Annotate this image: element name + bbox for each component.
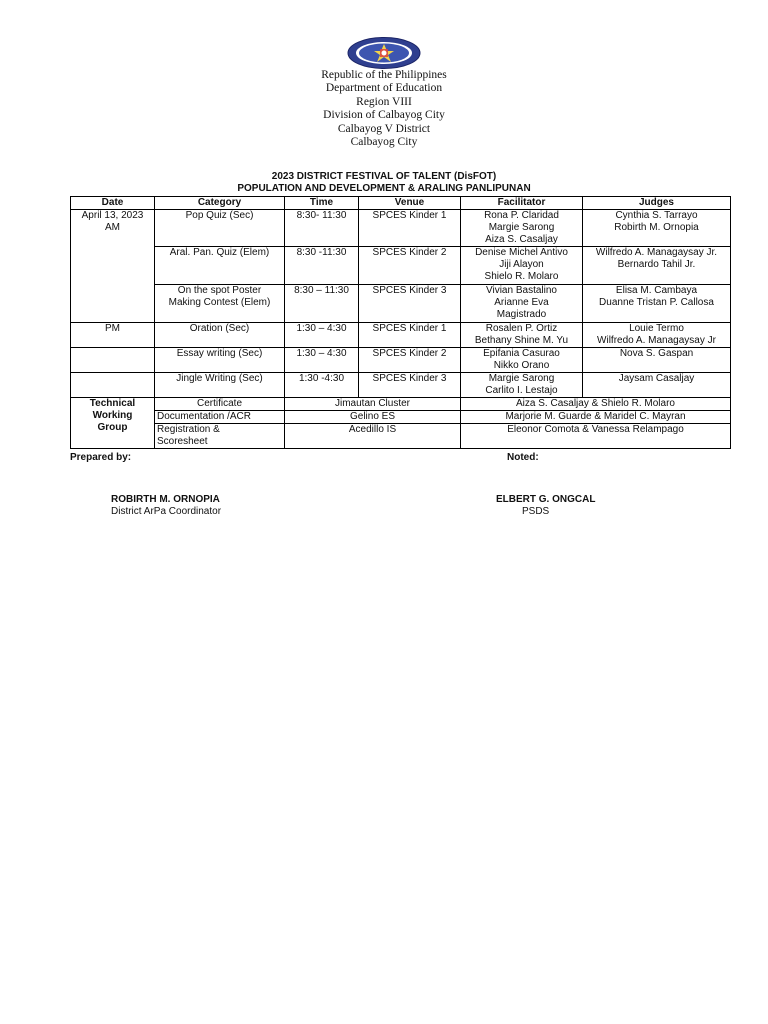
twg-persons-cell: Eleonor Comota & Vanessa Relampago	[461, 424, 731, 449]
header-category: Category	[155, 197, 285, 210]
noted-name: ELBERT G. ONGCAL	[496, 494, 596, 505]
letterhead-line: Region VIII	[356, 95, 412, 108]
facilitator-name: Jiji Alayon	[499, 259, 544, 270]
date-text: April 13, 2023	[81, 210, 144, 221]
twg-label: Working	[92, 410, 133, 421]
venue-cell: SPCES Kinder 2	[359, 247, 461, 285]
twg-assigned-cell: Jimautan Cluster	[285, 398, 461, 411]
category-cell	[155, 247, 285, 285]
category-cell	[155, 285, 285, 323]
twg-assigned-cell: Acedillo IS	[285, 424, 461, 449]
date-cell-empty	[71, 373, 155, 398]
twg-task-cell: Documentation /ACR	[155, 411, 285, 424]
header-facilitator: Facilitator	[461, 197, 583, 210]
prepared-by-name: ROBIRTH M. ORNOPIA	[111, 494, 220, 505]
twg-assigned-cell: Gelino ES	[285, 411, 461, 424]
twg-row	[71, 398, 731, 411]
judge-name: Bernardo Tahil Jr.	[617, 259, 696, 270]
facilitator-name: Epifania Casurao	[483, 348, 560, 359]
facilitator-name: Magistrado	[496, 309, 547, 320]
facilitator-cell	[461, 373, 583, 398]
letterhead-line: Department of Education	[325, 82, 443, 95]
judges-cell	[583, 323, 731, 348]
date-cell-pm: PM	[71, 323, 155, 348]
judge-name: Duanne Tristan P. Callosa	[599, 297, 714, 308]
deped-seal-logo	[347, 37, 421, 69]
venue-cell: SPCES Kinder 2	[359, 348, 461, 373]
category-cell	[155, 373, 285, 398]
noted-label: Noted:	[507, 452, 539, 463]
twg-label-cell	[71, 398, 155, 449]
judge-name: Cynthia S. Tarrayo	[615, 210, 698, 221]
category-text: Oration (Sec)	[189, 323, 250, 334]
facilitator-name: Aiza S. Casaljay	[485, 234, 558, 245]
twg-task-cell: Certificate	[155, 398, 285, 411]
twg-label: Technical	[89, 398, 136, 409]
category-text: Making Contest (Elem)	[168, 297, 271, 308]
prepared-by-label: Prepared by:	[70, 452, 132, 463]
venue-cell: SPCES Kinder 1	[359, 323, 461, 348]
facilitator-name: Vivian Bastalino	[486, 285, 557, 296]
facilitator-name: Nikko Orano	[493, 360, 550, 371]
judge-name: Louie Termo	[629, 323, 684, 334]
facilitator-name: Shielo R. Molaro	[484, 271, 559, 282]
category-text: Aral. Pan. Quiz (Elem)	[169, 247, 270, 258]
judge-name: Elisa M. Cambaya	[615, 285, 698, 296]
date-cell-empty	[71, 348, 155, 373]
facilitator-cell	[461, 285, 583, 323]
table-row	[71, 285, 731, 323]
category-cell	[155, 323, 285, 348]
letterhead-line: Republic of the Philippines	[321, 69, 447, 81]
table-row	[71, 247, 731, 285]
facilitator-cell	[461, 247, 583, 285]
facilitator-name: Denise Michel Antivo	[475, 247, 568, 258]
time-cell: 8:30- 11:30	[285, 210, 359, 247]
twg-task-text: Scoresheet	[157, 436, 208, 447]
time-cell: 1:30 – 4:30	[285, 323, 359, 348]
twg-label: Group	[97, 422, 128, 433]
header-venue: Venue	[359, 197, 461, 210]
table-row	[71, 210, 731, 247]
venue-cell: SPCES Kinder 3	[359, 373, 461, 398]
session-text: AM	[105, 222, 120, 233]
judges-cell	[583, 285, 731, 323]
prepared-by-title: District ArPa Coordinator	[111, 506, 222, 517]
judge-name: Jaysam Casaljay	[618, 373, 695, 384]
judge-name: Robirth M. Ornopia	[614, 222, 699, 233]
judges-cell	[583, 210, 731, 247]
twg-task-text: Registration &	[157, 424, 220, 435]
twg-row	[71, 424, 731, 449]
noted-title: PSDS	[522, 506, 550, 517]
date-cell-am	[71, 210, 155, 323]
table-row	[71, 323, 731, 348]
twg-task-cell	[155, 424, 285, 449]
judges-cell	[583, 373, 731, 398]
facilitator-name: Rosalen P. Ortiz	[485, 323, 558, 334]
venue-cell: SPCES Kinder 1	[359, 210, 461, 247]
judge-name: Nova S. Gaspan	[619, 348, 694, 359]
facilitator-name: Carlito I. Lestajo	[485, 385, 558, 396]
table-row	[71, 373, 731, 398]
judges-cell	[583, 348, 731, 373]
time-cell: 1:30 -4:30	[285, 373, 359, 398]
category-text: Pop Quiz (Sec)	[185, 210, 254, 221]
twg-row	[71, 411, 731, 424]
header-date: Date	[71, 197, 155, 210]
facilitator-name: Arianne Eva	[494, 297, 549, 308]
judges-cell	[583, 247, 731, 285]
facilitator-name: Rona P. Claridad	[484, 210, 559, 221]
twg-persons-cell: Marjorie M. Guarde & Maridel C. Mayran	[461, 411, 731, 424]
title-line-1: 2023 DISTRICT FESTIVAL OF TALENT (DisFOT)	[271, 171, 497, 182]
letterhead-line: Calbayog V District	[337, 122, 431, 135]
facilitator-cell	[461, 323, 583, 348]
facilitator-cell	[461, 210, 583, 247]
time-cell: 1:30 – 4:30	[285, 348, 359, 373]
title-line-2: POPULATION AND DEVELOPMENT & ARALING PANLIPUNAN	[237, 182, 531, 194]
category-cell	[155, 348, 285, 373]
facilitator-cell	[461, 348, 583, 373]
letterhead-line: Calbayog City	[350, 136, 418, 149]
venue-cell: SPCES Kinder 3	[359, 285, 461, 323]
document-title	[0, 171, 768, 194]
category-text: Jingle Writing (Sec)	[176, 373, 263, 384]
category-text: Essay writing (Sec)	[176, 348, 263, 359]
schedule-table	[70, 196, 731, 449]
time-cell: 8:30 – 11:30	[285, 285, 359, 323]
time-cell: 8:30 -11:30	[285, 247, 359, 285]
category-cell	[155, 210, 285, 247]
table-header-row	[71, 197, 731, 210]
letterhead-line: Division of Calbayog City	[323, 109, 445, 122]
table-row	[71, 348, 731, 373]
judge-name: Wilfredo A. Managaysay Jr.	[595, 247, 718, 258]
letterhead	[0, 69, 768, 149]
facilitator-name: Margie Sarong	[488, 373, 555, 384]
category-text: On the spot Poster	[177, 285, 262, 296]
facilitator-name: Margie Sarong	[488, 222, 555, 233]
header-judges: Judges	[583, 197, 731, 210]
judge-name: Wilfredo A. Managaysay Jr	[597, 335, 716, 346]
twg-persons-cell: Aiza S. Casaljay & Shielo R. Molaro	[461, 398, 731, 411]
header-time: Time	[285, 197, 359, 210]
facilitator-name: Bethany Shine M. Yu	[474, 335, 569, 346]
